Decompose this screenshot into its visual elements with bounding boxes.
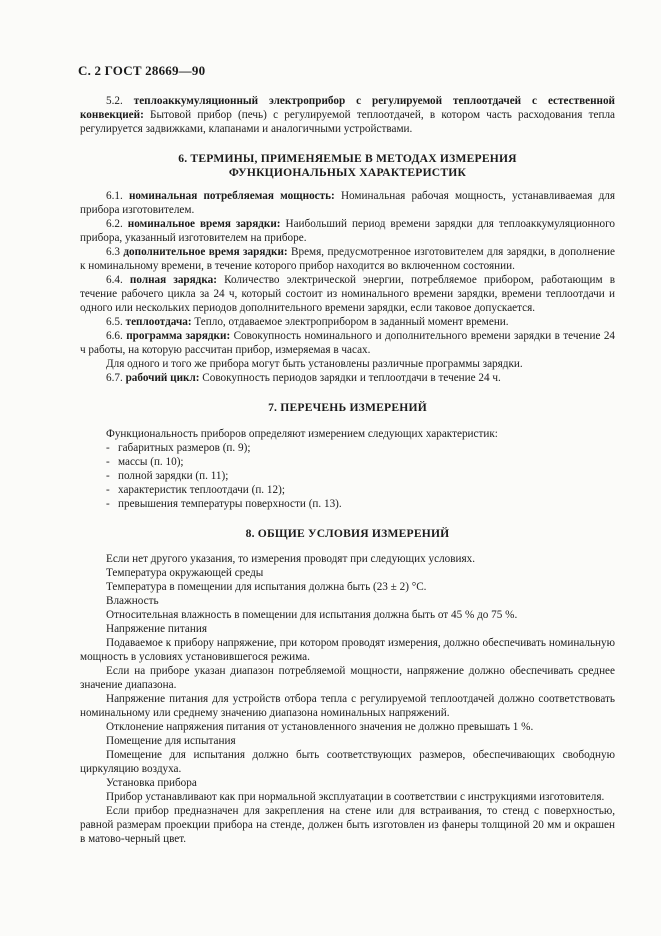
- clause-number: 6.1.: [106, 190, 123, 202]
- clause-6-7: [80, 371, 615, 385]
- clause-number: 6.7.: [106, 372, 123, 384]
- paragraph: Относительная влажность в помещении для испытания должна быть от 45 % до 75 %.: [106, 609, 518, 621]
- clause-text: Номинальная рабочая мощность, устанавливаемая для прибора изготовителем.: [80, 190, 615, 216]
- clause-6-5: [80, 315, 615, 329]
- clause-term: теплоаккумуляционный электроприбор с регулируемой теплоотдачей с естественной конвекцией:: [80, 95, 616, 121]
- list-item: - габаритных размеров (п. 9);: [106, 441, 251, 454]
- paragraph: Напряжение питания для устройств отбора тепла с регулируемой теплоотдачей должно соответствовать номинальному или среднему значению диапазона номинальных напряжений.: [80, 693, 615, 719]
- paragraph: Отклонение напряжения питания от установленного значения не должно превышать 1 %.: [106, 721, 534, 733]
- list-item: - массы (п. 10);: [106, 455, 184, 468]
- list-item-text: характеристик теплоотдачи (п. 12);: [118, 483, 285, 496]
- list-item-text: массы (п. 10);: [118, 455, 184, 468]
- clause-6-2: [80, 217, 615, 245]
- measurement-list: [80, 441, 615, 511]
- list-item: - полной зарядки (п. 11);: [106, 469, 229, 482]
- list-item-text: превышения температуры поверхности (п. 13).: [118, 497, 342, 510]
- section-7-intro: Функциональность приборов определяют измерением следующих характеристик:: [106, 427, 498, 440]
- clause-6-3: [80, 245, 615, 273]
- paragraph: Прибор устанавливают как при нормальной эксплуатации в соответствии с инструкциями изготовителя.: [106, 791, 605, 803]
- clause-term: дополнительное время зарядки:: [123, 246, 288, 258]
- subheading: Температура окружающей среды: [106, 567, 264, 579]
- clause-number: 6.5.: [106, 316, 123, 328]
- section-7-heading: 7. ПЕРЕЧЕНЬ ИЗМЕРЕНИЙ: [268, 401, 427, 414]
- list-item-text: полной зарядки (п. 11);: [118, 469, 229, 482]
- clause-number: 5.2.: [106, 95, 123, 107]
- clause-text: Тепло, отдаваемое электроприбором в заданный момент времени.: [191, 316, 509, 328]
- paragraph: Если на приборе указан диапазон потребляемой мощности, напряжение должно обеспечивать среднее значение диапазона.: [80, 665, 615, 691]
- list-item: - превышения температуры поверхности (п. 13).: [106, 497, 342, 510]
- clause-term: номинальная потребляемая мощность:: [128, 190, 335, 202]
- clause-term: полная зарядка:: [129, 274, 217, 286]
- clause-number: 6.6.: [106, 330, 123, 342]
- paragraph: Подаваемое к прибору напряжение, при котором проводят измерения, должно обеспечивать номинальную мощность в условиях установившегося режима.: [80, 637, 615, 663]
- section-8-heading: 8. ОБЩИЕ УСЛОВИЯ ИЗМЕРЕНИЙ: [245, 526, 450, 540]
- section-6-heading-line-1: 6. ТЕРМИНЫ, ПРИМЕНЯЕМЫЕ В МЕТОДАХ ИЗМЕРЕНИЯ: [178, 152, 517, 165]
- clause-number: 6.3: [106, 246, 120, 258]
- clause-5-2: [80, 94, 615, 136]
- clause-6-4: [80, 273, 615, 315]
- paragraph: Если нет другого указания, то измерения проводят при следующих условиях.: [106, 553, 476, 565]
- subheading: Установка прибора: [106, 777, 197, 789]
- clause-number: 6.2.: [106, 218, 123, 230]
- document-body: [80, 94, 615, 846]
- clause-term: рабочий цикл:: [125, 372, 200, 384]
- subheading: Помещение для испытания: [106, 735, 236, 747]
- clause-6-6: [80, 329, 615, 357]
- clause-text: Время, предусмотренное изготовителем для зарядки, в дополнение к номинальному времени, в течение которого прибор находится во включенном состоянии.: [80, 246, 615, 272]
- paragraph: Температура в помещении для испытания должна быть (23 ± 2) °С.: [106, 581, 427, 593]
- paragraph: Если прибор предназначен для закрепления на стене или для встраивания, то стенд с поверхностью, равной размерам проекции прибора на стенде, должен быть изготовлен из фанеры толщиной 20 мм и окрашен в матово-черный цвет.: [80, 805, 615, 845]
- clause-text: Наибольший период времени зарядки для теплоаккумуляционного прибора, указанный изготовителем на приборе.: [80, 218, 615, 244]
- paragraph: Помещение для испытания должно быть соответствующих размеров, обеспечивающих свободную циркуляцию воздуха.: [80, 749, 615, 775]
- clause-term: программа зарядки:: [126, 330, 231, 342]
- clause-term: теплоотдача:: [125, 316, 192, 328]
- section-6-heading-line-2: ФУНКЦИОНАЛЬНЫХ ХАРАКТЕРИСТИК: [228, 165, 467, 179]
- clause-6-1: [80, 189, 615, 217]
- section-6-heading: [80, 152, 615, 179]
- clause-number: 6.4.: [106, 274, 123, 286]
- subheading: Влажность: [106, 595, 159, 607]
- clause-text: Совокупность периодов зарядки и теплоотдачи в течение 24 ч.: [199, 372, 501, 384]
- clause-6-6-note: Для одного и того же прибора могут быть установлены различные программы зарядки.: [106, 358, 523, 370]
- clause-text: Количество электрической энергии, потребляемое прибором, работающим в течение рабочего цикла за 24 ч, который состоит из номинального времени зарядки, времени теплоотдачи и одного или нескольких периодов дополнительного времени зарядки, если таковое допускается.: [80, 274, 615, 314]
- page-header: С. 2 ГОСТ 28669—90: [78, 63, 206, 78]
- clause-text: Совокупность номинального и дополнительного времени зарядки в течение 24 ч работы, на которую рассчитан прибор, измеряемая в часах.: [80, 330, 616, 356]
- clause-term: номинальное время зарядки:: [127, 218, 281, 230]
- clause-text: Бытовой прибор (печь) с регулируемой теплоотдачей, в котором часть расходования тепла регулируется задвижками, клапанами и аналогичными устройствами.: [80, 109, 615, 135]
- list-item: - характеристик теплоотдачи (п. 12);: [106, 483, 285, 496]
- list-item-text: габаритных размеров (п. 9);: [118, 441, 251, 454]
- subheading: Напряжение питания: [106, 623, 207, 635]
